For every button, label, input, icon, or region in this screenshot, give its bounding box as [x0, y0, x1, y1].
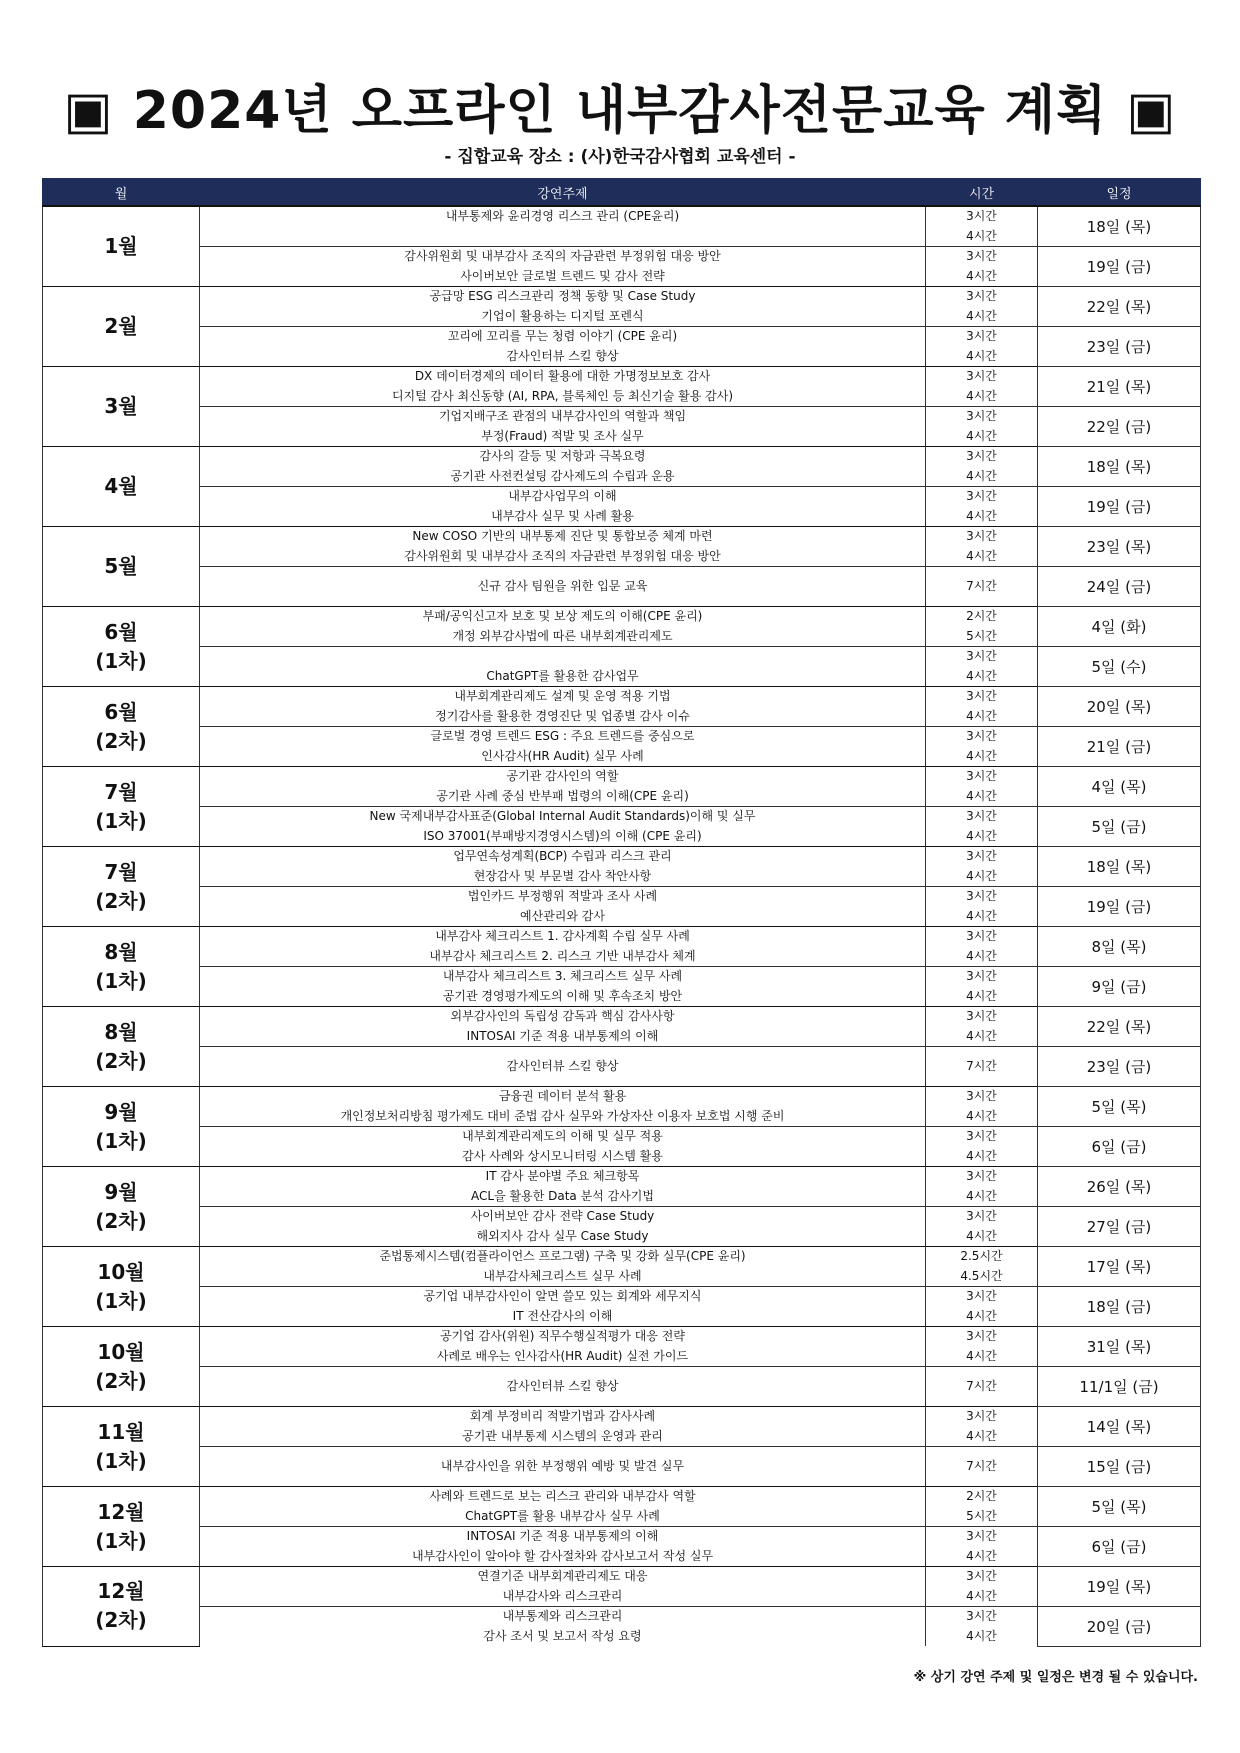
lecture-topic: 사례와 트렌드로 보는 리스크 관리와 내부감사 역할 [200, 1487, 926, 1507]
session-date: 26일 (목) [1038, 1167, 1201, 1207]
session-date: 23일 (금) [1038, 1047, 1201, 1087]
venue-subtitle: - 집합교육 장소 : (사)한국감사협회 교육센터 - [444, 147, 796, 167]
lecture-topic: 인사감사(HR Audit) 실무 사례 [200, 747, 926, 767]
lecture-topic [200, 227, 926, 247]
session-date: 15일 (금) [1038, 1447, 1201, 1487]
table-row [43, 967, 1201, 987]
lecture-topic: 정기감사를 활용한 경영진단 및 업종별 감사 이슈 [200, 707, 926, 727]
table-row [43, 1167, 1201, 1187]
lecture-hours: 3시간 [926, 407, 1038, 427]
table-row [43, 307, 1201, 327]
lecture-hours: 5시간 [926, 627, 1038, 647]
schedule-body [43, 206, 1201, 1646]
lecture-topic: 기업이 활용하는 디지털 포렌식 [200, 307, 926, 327]
table-row [43, 227, 1201, 247]
lecture-topic: 준법통제시스템(컴플라이언스 프로그램) 구축 및 강화 실무(CPE 윤리) [200, 1247, 926, 1267]
lecture-hours: 4시간 [926, 907, 1038, 927]
lecture-hours: 3시간 [926, 687, 1038, 707]
session-date: 19일 (금) [1038, 887, 1201, 927]
header-month: 월 [43, 179, 200, 207]
lecture-hours: 4시간 [926, 787, 1038, 807]
month-cell [43, 367, 200, 447]
header-hours: 시간 [926, 179, 1038, 207]
month-cell [43, 1327, 200, 1407]
lecture-topic: 공기관 감사인의 역할 [200, 767, 926, 787]
table-row [43, 1207, 1201, 1227]
lecture-hours: 3시간 [926, 1527, 1038, 1547]
table-row [43, 1107, 1201, 1127]
table-row [43, 206, 1201, 227]
lecture-hours: 3시간 [926, 327, 1038, 347]
month-label: 7월 (2차) [95, 859, 147, 913]
session-date: 27일 (금) [1038, 1207, 1201, 1247]
session-date: 4일 (목) [1038, 767, 1201, 807]
lecture-topic: 부정(Fraud) 적발 및 조사 실무 [200, 427, 926, 447]
month-label: 8월 (2차) [95, 1019, 147, 1073]
lecture-hours: 3시간 [926, 1127, 1038, 1147]
lecture-hours: 4시간 [926, 1107, 1038, 1127]
session-date: 5일 (수) [1038, 647, 1201, 687]
table-row [43, 1247, 1201, 1267]
lecture-topic: 금융권 데이터 분석 활용 [200, 1087, 926, 1107]
lecture-topic: 감사인터뷰 스킬 향상 [200, 1047, 926, 1087]
lecture-topic: 공기관 경영평가제도의 이해 및 후속조치 방안 [200, 987, 926, 1007]
table-row [43, 1327, 1201, 1347]
table-row [43, 707, 1201, 727]
session-date: 4일 (화) [1038, 607, 1201, 647]
lecture-hours: 3시간 [926, 1607, 1038, 1627]
month-cell [43, 687, 200, 767]
month-label: 12월 (1차) [95, 1499, 147, 1553]
session-date: 22일 (목) [1038, 1007, 1201, 1047]
lecture-topic: 공기업 감사(위원) 직무수행실적평가 대응 전략 [200, 1327, 926, 1347]
lecture-topic: 내부회계관리제도의 이해 및 실무 적용 [200, 1127, 926, 1147]
table-row [43, 847, 1201, 867]
table-row [43, 887, 1201, 907]
lecture-hours: 3시간 [926, 1007, 1038, 1027]
table-row [43, 427, 1201, 447]
lecture-topic: 감사 조서 및 보고서 작성 요령 [200, 1627, 926, 1647]
lecture-hours: 2시간 [926, 607, 1038, 627]
lecture-topic: 디지털 감사 최신동향 (AI, RPA, 블록체인 등 최신기술 활용 감사) [200, 387, 926, 407]
change-notice: ※ 상기 강연 주제 및 일정은 변경 될 수 있습니다. [913, 1670, 1198, 1685]
month-cell [43, 1567, 200, 1647]
page-title: ▣ 2024년 오프라인 내부감사전문교육 계획 ▣ [63, 81, 1177, 141]
table-row [43, 327, 1201, 347]
table-row [43, 807, 1201, 827]
lecture-topic: 공기관 사전컨설팅 감사제도의 수립과 운용 [200, 467, 926, 487]
lecture-topic: INTOSAI 기준 적용 내부통제의 이해 [200, 1027, 926, 1047]
table-row [43, 1567, 1201, 1587]
lecture-hours: 5시간 [926, 1507, 1038, 1527]
session-date: 22일 (금) [1038, 407, 1201, 447]
lecture-topic: ChatGPT를 활용 내부감사 실무 사례 [200, 1507, 926, 1527]
lecture-hours: 4시간 [926, 547, 1038, 567]
table-row [43, 407, 1201, 427]
month-label: 2월 [104, 314, 138, 338]
lecture-topic: 글로벌 경영 트렌드 ESG : 주요 트렌드를 중심으로 [200, 727, 926, 747]
table-row [43, 387, 1201, 407]
lecture-topic: New 국제내부감사표준(Global Internal Audit Standards)이해 및 실무 [200, 807, 926, 827]
lecture-topic: 감사인터뷰 스킬 향상 [200, 1367, 926, 1407]
month-cell [43, 206, 200, 287]
month-label: 4월 [104, 474, 138, 498]
table-row [43, 287, 1201, 307]
lecture-topic: ChatGPT를 활용한 감사업무 [200, 667, 926, 687]
month-label: 11월 (1차) [95, 1419, 147, 1473]
lecture-topic: 해외지사 감사 실무 Case Study [200, 1227, 926, 1247]
table-row [43, 567, 1201, 607]
month-cell [43, 1407, 200, 1487]
table-row [43, 1447, 1201, 1487]
session-date: 11/1일 (금) [1038, 1367, 1201, 1407]
session-date: 18일 (목) [1038, 206, 1201, 247]
table-row [43, 467, 1201, 487]
session-date: 5일 (목) [1038, 1087, 1201, 1127]
month-label: 10월 (1차) [95, 1259, 147, 1313]
table-row [43, 1507, 1201, 1527]
table-row [43, 1547, 1201, 1567]
lecture-topic [200, 647, 926, 667]
session-date: 21일 (금) [1038, 727, 1201, 767]
session-date: 8일 (목) [1038, 927, 1201, 967]
table-row [43, 1527, 1201, 1547]
month-label: 6월 (1차) [95, 619, 147, 673]
session-date: 5일 (금) [1038, 807, 1201, 847]
month-cell [43, 927, 200, 1007]
month-label: 12월 (2차) [95, 1579, 147, 1633]
lecture-topic: 감사위원회 및 내부감사 조직의 자금관련 부정위험 대응 방안 [200, 547, 926, 567]
session-date: 18일 (금) [1038, 1287, 1201, 1327]
month-label: 3월 [104, 394, 138, 418]
lecture-topic: 감사위원회 및 내부감사 조직의 자금관련 부정위험 대응 방안 [200, 247, 926, 267]
lecture-topic: 내부통제와 윤리경영 리스크 관리 (CPE윤리) [200, 206, 926, 227]
header-topic: 강연주제 [200, 179, 926, 207]
month-cell [43, 607, 200, 687]
lecture-topic: 사이버보안 감사 전략 Case Study [200, 1207, 926, 1227]
lecture-hours: 4시간 [926, 1227, 1038, 1247]
lecture-topic: 공기관 내부통제 시스템의 운영과 관리 [200, 1427, 926, 1447]
lecture-topic: 공기업 내부감사인이 알면 쓸모 있는 회계와 세무지식 [200, 1287, 926, 1307]
table-row [43, 787, 1201, 807]
table-row [43, 1407, 1201, 1427]
table-row [43, 627, 1201, 647]
lecture-topic: 내부감사 체크리스트 2. 리스크 기반 내부감사 체계 [200, 947, 926, 967]
lecture-topic: 내부감사업무의 이해 [200, 487, 926, 507]
lecture-topic: ACL을 활용한 Data 분석 감사기법 [200, 1187, 926, 1207]
lecture-topic: 연결기준 내부회계관리제도 대응 [200, 1567, 926, 1587]
month-cell [43, 527, 200, 607]
lecture-hours: 3시간 [926, 927, 1038, 947]
lecture-topic: 현장감사 및 부문별 감사 착안사항 [200, 867, 926, 887]
session-date: 20일 (금) [1038, 1607, 1201, 1647]
month-label: 6월 (2차) [95, 699, 147, 753]
lecture-hours: 4시간 [926, 987, 1038, 1007]
session-date: 19일 (금) [1038, 487, 1201, 527]
table-row [43, 987, 1201, 1007]
lecture-topic: 사이버보안 글로벌 트렌드 및 감사 전략 [200, 267, 926, 287]
month-cell [43, 1167, 200, 1247]
lecture-hours: 3시간 [926, 367, 1038, 387]
lecture-hours: 3시간 [926, 727, 1038, 747]
lecture-hours: 3시간 [926, 647, 1038, 667]
table-row [43, 1187, 1201, 1207]
lecture-hours: 7시간 [926, 1447, 1038, 1487]
table-row [43, 447, 1201, 467]
lecture-hours: 4.5시간 [926, 1267, 1038, 1287]
table-row [43, 1307, 1201, 1327]
lecture-topic: 감사인터뷰 스킬 향상 [200, 347, 926, 367]
lecture-hours: 4시간 [926, 1587, 1038, 1607]
lecture-hours: 3시간 [926, 847, 1038, 867]
session-date: 20일 (목) [1038, 687, 1201, 727]
lecture-hours: 3시간 [926, 1207, 1038, 1227]
table-row [43, 747, 1201, 767]
lecture-hours: 3시간 [926, 1567, 1038, 1587]
lecture-hours: 4시간 [926, 867, 1038, 887]
lecture-topic: 회계 부정비리 적발기법과 감사사례 [200, 1407, 926, 1427]
lecture-topic: 부패/공익신고자 보호 및 보상 제도의 이해(CPE 윤리) [200, 607, 926, 627]
lecture-hours: 3시간 [926, 487, 1038, 507]
lecture-hours: 4시간 [926, 1347, 1038, 1367]
table-row [43, 1427, 1201, 1447]
lecture-topic: 감사 사례와 상시모니터링 시스템 활용 [200, 1147, 926, 1167]
month-cell [43, 1007, 200, 1087]
table-row [43, 1027, 1201, 1047]
session-date: 19일 (목) [1038, 1567, 1201, 1607]
session-date: 18일 (목) [1038, 447, 1201, 487]
session-date: 9일 (금) [1038, 967, 1201, 1007]
lecture-hours: 4시간 [926, 267, 1038, 287]
lecture-topic: 내부감사와 리스크관리 [200, 1587, 926, 1607]
lecture-topic: 내부감사 실무 및 사례 활용 [200, 507, 926, 527]
lecture-topic: 내부감사인을 위한 부정행위 예방 및 발견 실무 [200, 1447, 926, 1487]
month-cell [43, 1487, 200, 1567]
table-row [43, 647, 1201, 667]
table-row [43, 1267, 1201, 1287]
table-row [43, 267, 1201, 287]
table-header-row [43, 179, 1201, 207]
table-row [43, 1127, 1201, 1147]
lecture-hours: 4시간 [926, 1627, 1038, 1647]
header-date: 일정 [1038, 179, 1201, 207]
table-row [43, 947, 1201, 967]
table-row [43, 727, 1201, 747]
session-date: 22일 (목) [1038, 287, 1201, 327]
session-date: 31일 (목) [1038, 1327, 1201, 1367]
lecture-topic: 업무연속성계획(BCP) 수립과 리스크 관리 [200, 847, 926, 867]
table-row [43, 247, 1201, 267]
education-schedule-table [42, 178, 1201, 1647]
lecture-hours: 4시간 [926, 1187, 1038, 1207]
session-date: 17일 (목) [1038, 1247, 1201, 1287]
lecture-topic: 법인카드 부정행위 적발과 조사 사례 [200, 887, 926, 907]
table-row [43, 1287, 1201, 1307]
lecture-hours: 4시간 [926, 307, 1038, 327]
lecture-topic: 내부감사인이 알아야 할 감사절차와 감사보고서 작성 실무 [200, 1547, 926, 1567]
lecture-hours: 3시간 [926, 967, 1038, 987]
session-date: 18일 (목) [1038, 847, 1201, 887]
session-date: 23일 (금) [1038, 327, 1201, 367]
lecture-topic: 내부감사체크리스트 실무 사례 [200, 1267, 926, 1287]
lecture-hours: 4시간 [926, 827, 1038, 847]
table-row [43, 367, 1201, 387]
table-row [43, 1087, 1201, 1107]
lecture-topic: 감사의 갈등 및 저항과 극복요령 [200, 447, 926, 467]
table-row [43, 1487, 1201, 1507]
lecture-hours: 7시간 [926, 567, 1038, 607]
lecture-topic: New COSO 기반의 내부통제 진단 및 통합보증 체계 마련 [200, 527, 926, 547]
lecture-hours: 4시간 [926, 707, 1038, 727]
table-row [43, 667, 1201, 687]
lecture-topic: 내부감사 체크리스트 3. 체크리스트 실무 사례 [200, 967, 926, 987]
lecture-hours: 3시간 [926, 447, 1038, 467]
lecture-topic: 꼬리에 꼬리를 무는 청렴 이야기 (CPE 윤리) [200, 327, 926, 347]
lecture-hours: 7시간 [926, 1367, 1038, 1407]
lecture-hours: 4시간 [926, 1427, 1038, 1447]
month-cell [43, 767, 200, 847]
lecture-hours: 4시간 [926, 1147, 1038, 1167]
table-row [43, 1627, 1201, 1647]
lecture-hours: 3시간 [926, 1407, 1038, 1427]
lecture-topic: 기업지배구조 관점의 내부감사인의 역할과 책임 [200, 407, 926, 427]
lecture-topic: 내부통제와 리스크관리 [200, 1607, 926, 1627]
lecture-hours: 4시간 [926, 427, 1038, 447]
table-row [43, 907, 1201, 927]
month-label: 10월 (2차) [95, 1339, 147, 1393]
table-row [43, 1227, 1201, 1247]
lecture-topic: DX 데이터경제의 데이터 활용에 대한 가명정보보호 감사 [200, 367, 926, 387]
lecture-hours: 4시간 [926, 747, 1038, 767]
session-date: 6일 (금) [1038, 1527, 1201, 1567]
month-label: 5월 [104, 554, 138, 578]
lecture-topic: 공급망 ESG 리스크관리 정책 동향 및 Case Study [200, 287, 926, 307]
lecture-hours: 4시간 [926, 507, 1038, 527]
table-row [43, 687, 1201, 707]
lecture-hours: 3시간 [926, 1287, 1038, 1307]
lecture-topic: 내부감사 체크리스트 1. 감사계획 수립 실무 사례 [200, 927, 926, 947]
lecture-topic: 신규 감사 팀원을 위한 입문 교육 [200, 567, 926, 607]
lecture-topic: INTOSAI 기준 적용 내부통제의 이해 [200, 1527, 926, 1547]
month-label: 7월 (1차) [95, 779, 147, 833]
lecture-hours: 2시간 [926, 1487, 1038, 1507]
month-cell [43, 1247, 200, 1327]
table-row [43, 527, 1201, 547]
table-row [43, 1007, 1201, 1027]
lecture-hours: 4시간 [926, 1547, 1038, 1567]
month-cell [43, 1087, 200, 1167]
month-label: 9월 (1차) [95, 1099, 147, 1153]
table-row [43, 767, 1201, 787]
lecture-hours: 3시간 [926, 527, 1038, 547]
month-cell [43, 287, 200, 367]
table-row [43, 607, 1201, 627]
lecture-topic: 개정 외부감사법에 따른 내부회계관리제도 [200, 627, 926, 647]
lecture-topic: IT 감사 분야별 주요 체크항목 [200, 1167, 926, 1187]
month-label: 1월 [104, 234, 138, 258]
month-cell [43, 847, 200, 927]
lecture-hours: 3시간 [926, 1327, 1038, 1347]
lecture-hours: 3시간 [926, 287, 1038, 307]
lecture-topic: 예산관리와 감사 [200, 907, 926, 927]
table-row [43, 1587, 1201, 1607]
table-row [43, 827, 1201, 847]
lecture-hours: 3시간 [926, 887, 1038, 907]
table-row [43, 1347, 1201, 1367]
lecture-hours: 3시간 [926, 206, 1038, 227]
session-date: 19일 (금) [1038, 247, 1201, 287]
table-row [43, 1047, 1201, 1087]
month-label: 9월 (2차) [95, 1179, 147, 1233]
lecture-topic: IT 전산감사의 이해 [200, 1307, 926, 1327]
lecture-hours: 4시간 [926, 387, 1038, 407]
table-row [43, 1367, 1201, 1407]
lecture-hours: 4시간 [926, 347, 1038, 367]
session-date: 5일 (목) [1038, 1487, 1201, 1527]
lecture-topic: 사례로 배우는 인사감사(HR Audit) 실전 가이드 [200, 1347, 926, 1367]
month-cell [43, 447, 200, 527]
table-row [43, 487, 1201, 507]
session-date: 6일 (금) [1038, 1127, 1201, 1167]
lecture-topic: 공기관 사례 중심 반부패 법령의 이해(CPE 윤리) [200, 787, 926, 807]
session-date: 24일 (금) [1038, 567, 1201, 607]
lecture-hours: 3시간 [926, 1087, 1038, 1107]
lecture-hours: 2.5시간 [926, 1247, 1038, 1267]
table-row [43, 547, 1201, 567]
session-date: 23일 (목) [1038, 527, 1201, 567]
lecture-hours: 7시간 [926, 1047, 1038, 1087]
lecture-topic: 외부감사인의 독립성 감독과 핵심 감사사항 [200, 1007, 926, 1027]
lecture-hours: 3시간 [926, 247, 1038, 267]
session-date: 21일 (목) [1038, 367, 1201, 407]
session-date: 14일 (목) [1038, 1407, 1201, 1447]
lecture-hours: 3시간 [926, 807, 1038, 827]
lecture-hours: 4시간 [926, 1307, 1038, 1327]
lecture-topic: ISO 37001(부패방지경영시스템)의 이해 (CPE 윤리) [200, 827, 926, 847]
lecture-topic: 내부회계관리제도 설계 및 운영 적용 기법 [200, 687, 926, 707]
lecture-hours: 4시간 [926, 667, 1038, 687]
lecture-hours: 4시간 [926, 467, 1038, 487]
table-row [43, 867, 1201, 887]
lecture-hours: 4시간 [926, 947, 1038, 967]
lecture-hours: 3시간 [926, 767, 1038, 787]
lecture-hours: 4시간 [926, 227, 1038, 247]
lecture-hours: 3시간 [926, 1167, 1038, 1187]
lecture-hours: 4시간 [926, 1027, 1038, 1047]
table-row [43, 347, 1201, 367]
table-row [43, 927, 1201, 947]
table-row [43, 507, 1201, 527]
table-row [43, 1607, 1201, 1627]
month-label: 8월 (1차) [95, 939, 147, 993]
table-row [43, 1147, 1201, 1167]
lecture-topic: 개인정보처리방침 평가제도 대비 준법 감사 실무와 가상자산 이용자 보호법 시행 준비 [200, 1107, 926, 1127]
